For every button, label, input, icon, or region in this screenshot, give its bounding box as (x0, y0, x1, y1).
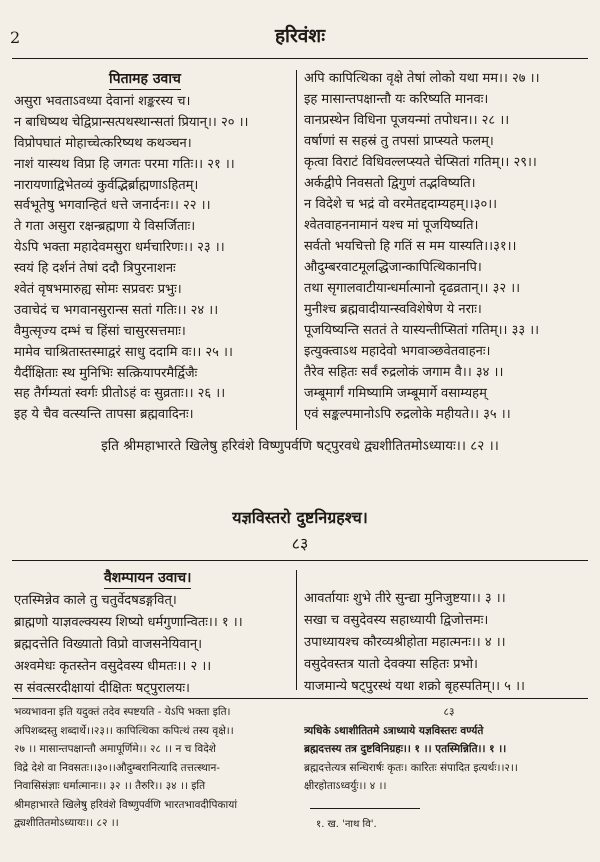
commentary-line: निवासिसंज्ञाः धर्मात्मानः।। ३२ ।। तैरुरि।। ३४ ।। इति (14, 780, 206, 792)
verse-line: वसुदेवस्तत्र यातो देवक्या सहितः प्रभो। (304, 657, 478, 672)
verse-line: इह मासान्तपक्षान्तौ यः करिष्यति मानवः। (304, 92, 489, 107)
commentary-line: त्र्यधिके ऽथाशीतितमे ऽत्राध्याये यज्ञविस्तरः वर्ण्यते (304, 724, 484, 737)
page-number: 2 (10, 28, 21, 47)
verse-line: औदुम्बरवाटमूलद्धिजान्कापित्थिकानपि। (304, 260, 482, 275)
verse-line: उवाचेदं च भगवानसुरान्स सतां गतिः।। २४ ।। (14, 302, 219, 318)
verse-line: एवं सङ्कल्पमानोऽपि रुद्रलोके महीयते।। ३५ ।। (304, 407, 511, 422)
commentary-line: २७ ।। मासान्तपक्षान्तौ अमापूर्णिमे।। २८ ।। न च विदेशे (14, 743, 216, 755)
ch83-left-column (14, 568, 292, 700)
verse-line: वैमुत्सृज्य दम्भं च हिंसां चासुरसत्तमाः। (14, 323, 186, 339)
verse-line: ते गता असुरा रक्षन्ब्रह्मणा ये विसर्जिताः। (14, 219, 196, 235)
verse-line: आवर्तायाः शुभे तीरे सुन्द्या मुनिजुष्टया।। ३ ।। (304, 591, 506, 606)
verse-line: विप्रोपघातं मोहाच्चेत्करिष्यथ कथञ्चन। (14, 135, 192, 151)
commentary-line: श्रीमहाभारते खिलेषु हरिवंशे विष्णुपर्वणि भारतभावदीपिकायां (14, 798, 238, 811)
commentary-right (304, 703, 594, 796)
verse-line: मुनीश्च ब्रह्मवादीयान्स्वविशेषेण ये नराः। (304, 302, 482, 317)
chapter-number: ८३ (291, 534, 309, 553)
verse-line: येऽपि भक्ता महादेवमसुरा धर्मचारिणः।। २३ ।। (14, 240, 225, 256)
header-rule (12, 58, 588, 59)
right-verse-column (304, 68, 594, 425)
verse-line: स संवत्सरदीक्षायां दीक्षितः षट्पुरालयः। (14, 681, 190, 696)
verse-line: इत्युक्त्वाऽथ महादेवो भगवाञ्छवेतवाहनः। (304, 344, 491, 359)
commentary-line: अपिशब्दस्तु शब्दार्थे।।२३।। कापित्थिका कपित्थं तस्य वृक्षे।। (14, 724, 234, 737)
speaker-heading: पितामह उवाच (109, 69, 181, 90)
left-verse-lines (14, 92, 292, 426)
verse-line: सर्वतो भयचित्तो हि गतिं स मम यास्यति।।३१।। (304, 239, 517, 254)
commentary-line: ब्रह्मदत्तेत्यत्र सन्धिरार्षः कृतः। कारितः संपादित इत्यर्थः।।२।। (304, 761, 518, 774)
verse-line: सर्वभूतेषु भगवान्हितं धत्ते जनार्दनः।। २२ ।। (14, 198, 211, 214)
verse-line: इह ये चैव वत्स्यन्ति तापसा ब्रह्मवादिनः। (14, 407, 194, 423)
verse-line: श्वेतवाहननामानं यश्च मां पूजयिष्यति। (304, 218, 479, 233)
chapter-title: यज्ञविस्तरो दुष्टनिग्रहश्च। (232, 508, 368, 527)
left-verse-column (14, 68, 292, 426)
speaker-heading: वैशम्पायन उवाच। (104, 568, 191, 589)
verse-line: एतस्मिन्नेव काले तु चतुर्वेदषडङ्गवित्। (14, 593, 177, 608)
verse-line: ब्रह्मदत्तेति विख्यातो विप्रो वाजसनेयिवान्। (14, 637, 203, 652)
commentary-line: ब्रह्मदत्तस्य तत्र दुष्टविनिग्रहः।। १ ।। एतस्मिन्निति।। १ ।। (304, 743, 507, 755)
running-head: हरिवंशः (274, 25, 326, 47)
commentary-chapter-number: ८३ (443, 706, 455, 718)
commentary-line: क्षीरहोताऽध्वर्युः।। ४ ।। (304, 780, 387, 792)
verse-line: अश्वमेधः कृतस्तेन वसुदेवस्य धीमतः।। २ ।। (14, 659, 212, 674)
verse-line: नारायणाद्विभेतव्यं कुर्वद्भिर्ब्राह्मणाऽहितम्। (14, 177, 199, 193)
chapter-rule (12, 560, 588, 561)
verse-line: सखा च वसुदेवस्य सहाध्यायी द्विजोत्तमः। (304, 613, 489, 628)
verse-line: ब्राह्मणो याज्ञवल्क्यस्य शिष्यो धर्मगुणान्वितः।। १ ।। (14, 615, 243, 630)
verse-line: पूजयिष्यन्ति सततं ते यास्यन्तीप्सितां गतिम्।। ३३ ।। (304, 323, 540, 338)
column-divider (296, 70, 297, 430)
left-column-heading-row (14, 68, 292, 92)
verse-line: श्वेतं वृषभमारुह्य सोमः सप्रवरः प्रभुः। (14, 282, 182, 298)
verse-line: न विदेशे च भद्रं वो वरमेतद्ददाम्यहम्।।३०।। (304, 197, 498, 212)
verse-line: असुरा भवताऽवध्या देवानां शङ्करस्य च। (14, 94, 191, 109)
ch83-heading-row (14, 568, 292, 590)
verse-line: अर्कद्वीपे निवसतो द्विगुणं तद्भविष्यति। (304, 176, 476, 191)
commentary-line: द्व्यशीतितमोऽध्यायः।। ८२ ।। (14, 817, 119, 829)
verse-line: वर्षाणां स सहस्रं तु तपसां प्राप्स्यते फलम्। (304, 134, 494, 149)
verse-line: तैरेव सहितः सर्वं रुद्रलोकं जगाम वै।। ३४ ।। (304, 365, 504, 380)
chapter-column-divider (296, 570, 297, 690)
commentary-left (14, 703, 296, 833)
verse-line: नाशं यास्यथ विप्रा हि जगतः परमा गतिः।। २१ ।। (14, 156, 235, 172)
verse-line: कृत्वा विराटं विधिवल्लप्स्यते चेप्सितां गतिम्।। २९।। (304, 155, 537, 170)
verse-line: अपि कापित्थिका वृक्षे तेषां लोको यथा मम।। २७ ।। (304, 71, 540, 86)
ch83-right-column (304, 588, 594, 698)
verse-line: याजमान्ये षट्पुरस्थं यथा शक्रो बृहस्पतिम्।। ५ ।। (304, 679, 525, 694)
footnote: १. ख. 'नाथ वि'. (316, 819, 377, 830)
verse-line: जम्बूमार्गं गमिष्यामि जम्बूमार्गे वसाम्यहम् (304, 386, 487, 401)
verse-line: सह तैर्गम्यतां स्वर्गः प्रीतोऽहं वः सुव्रताः।। २६ ।। (14, 386, 226, 402)
verse-line: मामेव चाश्रितास्तस्माद्वरं साधु ददामि वः।। २५ ।। (14, 344, 233, 360)
verse-line: यैर्दीक्षिताः स्थ मुनिभिः सत्क्रियापरमैर्द्विजैः (14, 365, 198, 381)
commentary-line: विद्रे देशे वा निवसतः।।३०।।औदुम्बरानित्यादि तत्तत्स्थान- (14, 761, 220, 774)
verse-line: तथा सृगालवाटीयान्धर्मात्मानो दृढव्रतान्।। ३२ ।। (304, 281, 521, 296)
verse-line: न बाधिष्यथ चेद्विप्रान्सत्पथस्थान्सतां प्रियान्।। २० ।। (14, 114, 249, 130)
commentary-rule (12, 698, 588, 699)
verse-line: स्वयं हि दर्शनं तेषां ददौ त्रिपुरनाशनः (14, 261, 176, 277)
ch83-left-verse-lines (14, 590, 292, 700)
verse-line: वानप्रस्थेन विधिना पूजयन्मां तपोधन।। २८ ।। (304, 113, 510, 128)
chapter-colophon: इति श्रीमहाभारते खिलेषु हरिवंशे विष्णुपर्वणि षट्पुरवधे द्व्यशीतितमोऽध्यायः।। ८२ ।। (101, 438, 499, 454)
verse-line: उपाध्यायश्च कौरव्यश्रीहोता महात्मनः।। ४ ।। (304, 635, 506, 650)
commentary-line: भव्यभावना इति यदुक्तं तदेव स्पष्टयति - येऽपि भक्ता इति। (14, 706, 231, 718)
footnote-rule (310, 808, 420, 809)
